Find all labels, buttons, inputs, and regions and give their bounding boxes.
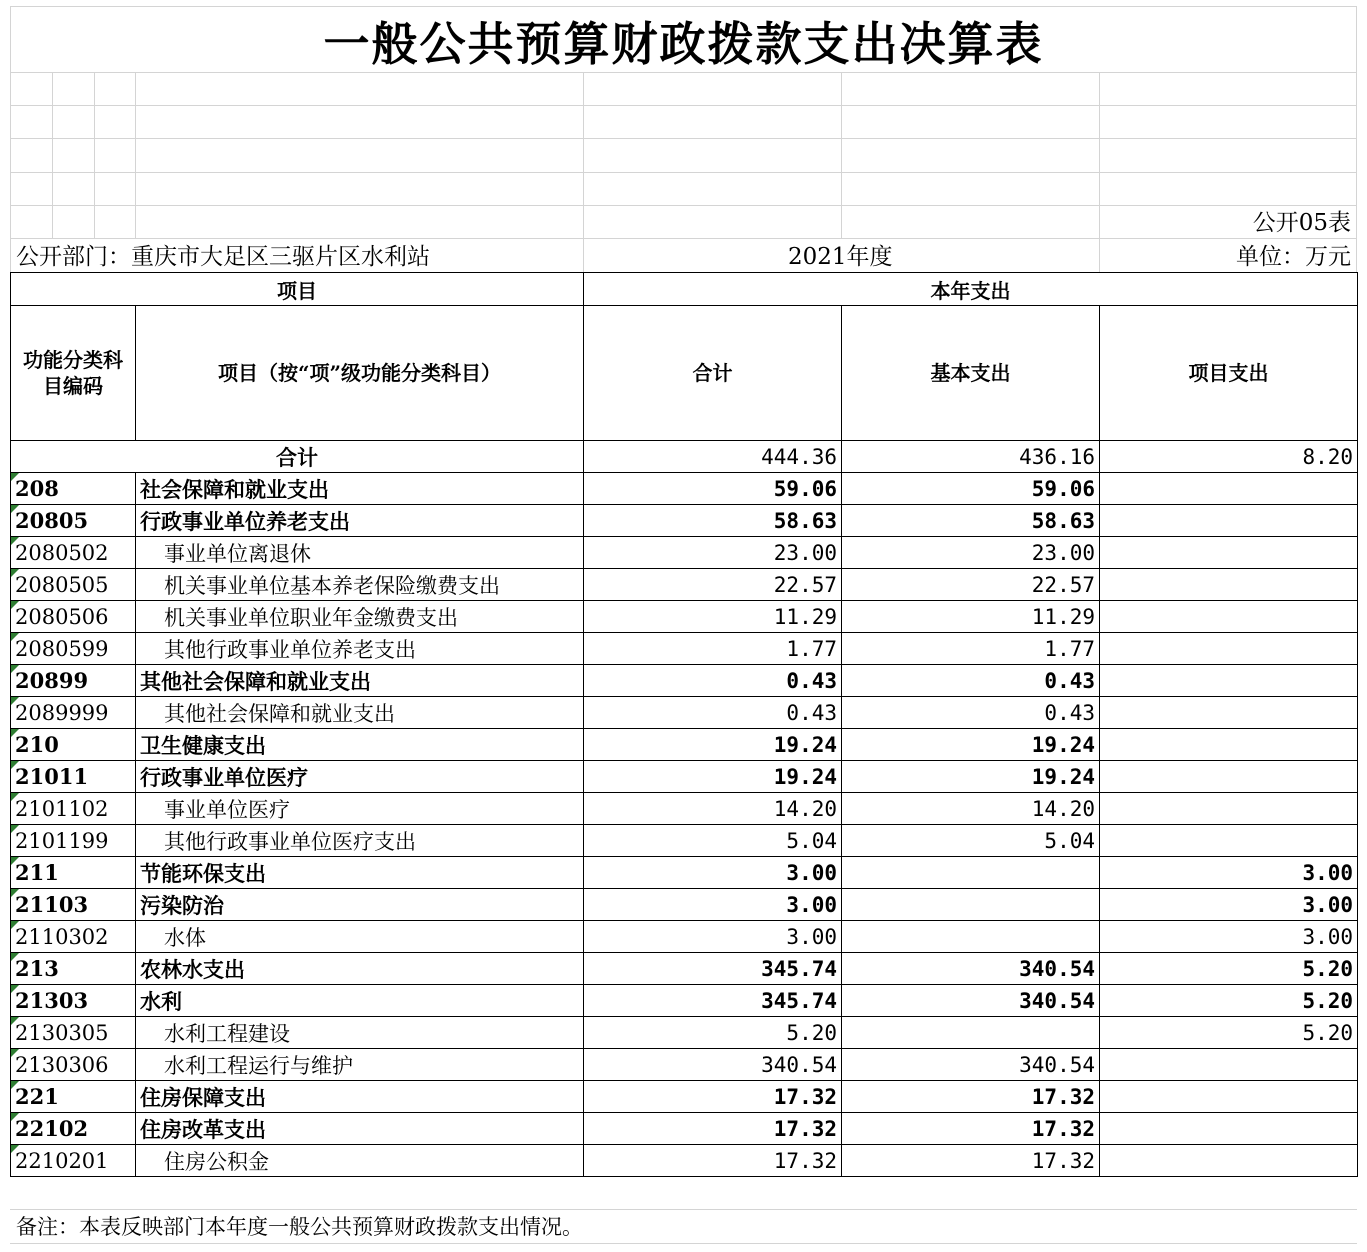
row-code: 2130305: [11, 1017, 136, 1049]
table-row: [11, 729, 1358, 761]
row-item-name: 行政事业单位养老支出: [136, 505, 584, 537]
row-code: 210: [11, 729, 136, 761]
table-row: [11, 1017, 1358, 1049]
table-row: [11, 953, 1358, 985]
row-item-name: 住房保障支出: [136, 1081, 584, 1113]
row-basic: 22.57: [842, 569, 1100, 601]
row-basic: 58.63: [842, 505, 1100, 537]
row-basic: 11.29: [842, 601, 1100, 633]
row-total: 340.54: [584, 1049, 842, 1081]
row-code: 208: [11, 473, 136, 505]
table-row: [11, 857, 1358, 889]
row-project: 5.20: [1100, 953, 1358, 985]
row-item-name: 其他社会保障和就业支出: [136, 697, 584, 729]
table-row: [11, 761, 1358, 793]
header-code: 功能分类科目编码: [11, 306, 136, 441]
total-amount: 444.36: [584, 441, 842, 473]
total-project: 8.20: [1100, 441, 1358, 473]
row-total: 17.32: [584, 1081, 842, 1113]
table-row: [11, 1145, 1358, 1177]
total-row: [11, 441, 1358, 473]
row-code: 21103: [11, 889, 136, 921]
row-item-name: 社会保障和就业支出: [136, 473, 584, 505]
row-basic: 23.00: [842, 537, 1100, 569]
row-total: 19.24: [584, 761, 842, 793]
row-code: 211: [11, 857, 136, 889]
row-code: 21303: [11, 985, 136, 1017]
row-basic: [842, 889, 1100, 921]
table-row: [11, 921, 1358, 953]
row-project: [1100, 697, 1358, 729]
row-item-name: 住房公积金: [136, 1145, 584, 1177]
row-code: 2089999: [11, 697, 136, 729]
row-code: 2210201: [11, 1145, 136, 1177]
table-row: [11, 473, 1358, 505]
row-code: 2101199: [11, 825, 136, 857]
row-total: 345.74: [584, 953, 842, 985]
row-basic: 340.54: [842, 1049, 1100, 1081]
row-item-name: 事业单位离退休: [136, 537, 584, 569]
row-basic: 19.24: [842, 761, 1100, 793]
row-item-name: 污染防治: [136, 889, 584, 921]
row-total: 58.63: [584, 505, 842, 537]
row-project: [1100, 505, 1358, 537]
row-total: 17.32: [584, 1145, 842, 1177]
row-basic: 17.32: [842, 1081, 1100, 1113]
row-basic: 19.24: [842, 729, 1100, 761]
row-code: 20899: [11, 665, 136, 697]
row-project: [1100, 793, 1358, 825]
table-row: [11, 825, 1358, 857]
row-item-name: 水利: [136, 985, 584, 1017]
header-row-1: [11, 273, 1358, 306]
row-item-name: 其他行政事业单位医疗支出: [136, 825, 584, 857]
row-code: 22102: [11, 1113, 136, 1145]
table-row: [11, 889, 1358, 921]
total-label: 合计: [11, 441, 584, 473]
row-basic: 0.43: [842, 665, 1100, 697]
header-project-exp: 项目支出: [1100, 306, 1358, 441]
table-row: [11, 505, 1358, 537]
row-project: [1100, 665, 1358, 697]
row-item-name: 其他行政事业单位养老支出: [136, 633, 584, 665]
row-project: [1100, 1145, 1358, 1177]
row-total: 0.43: [584, 697, 842, 729]
row-code: 2080502: [11, 537, 136, 569]
row-total: 23.00: [584, 537, 842, 569]
row-basic: 5.04: [842, 825, 1100, 857]
row-item-name: 机关事业单位职业年金缴费支出: [136, 601, 584, 633]
row-project: [1100, 729, 1358, 761]
row-total: 3.00: [584, 857, 842, 889]
table-row: [11, 1113, 1358, 1145]
row-total: 11.29: [584, 601, 842, 633]
row-basic: [842, 857, 1100, 889]
row-total: 14.20: [584, 793, 842, 825]
row-project: [1100, 1049, 1358, 1081]
row-item-name: 节能环保支出: [136, 857, 584, 889]
row-code: 2101102: [11, 793, 136, 825]
header-row-2: [11, 306, 1358, 441]
row-basic: [842, 1017, 1100, 1049]
row-item-name: 水利工程运行与维护: [136, 1049, 584, 1081]
row-basic: 17.32: [842, 1145, 1100, 1177]
row-project: [1100, 569, 1358, 601]
row-item-name: 农林水支出: [136, 953, 584, 985]
row-item-name: 机关事业单位基本养老保险缴费支出: [136, 569, 584, 601]
row-total: 3.00: [584, 921, 842, 953]
row-project: 3.00: [1100, 921, 1358, 953]
row-code: 2080505: [11, 569, 136, 601]
page-title: 一般公共预算财政拨款支出决算表: [323, 17, 1044, 71]
table-row: [11, 537, 1358, 569]
row-total: 59.06: [584, 473, 842, 505]
header-item: 项目（按“项”级功能分类科目）: [136, 306, 584, 441]
row-total: 5.04: [584, 825, 842, 857]
row-project: [1100, 633, 1358, 665]
row-project: [1100, 761, 1358, 793]
row-basic: [842, 921, 1100, 953]
row-project: [1100, 601, 1358, 633]
row-total: 22.57: [584, 569, 842, 601]
row-basic: 1.77: [842, 633, 1100, 665]
row-project: [1100, 473, 1358, 505]
row-total: 1.77: [584, 633, 842, 665]
row-total: 0.43: [584, 665, 842, 697]
header-basic: 基本支出: [842, 306, 1100, 441]
total-basic: 436.16: [842, 441, 1100, 473]
row-total: 345.74: [584, 985, 842, 1017]
row-basic: 0.43: [842, 697, 1100, 729]
header-project: 项目: [11, 273, 584, 306]
row-total: 17.32: [584, 1113, 842, 1145]
table-row: [11, 569, 1358, 601]
row-code: 221: [11, 1081, 136, 1113]
row-project: [1100, 1081, 1358, 1113]
footnote: 备注：本表反映部门本年度一般公共预算财政拨款支出情况。: [16, 1215, 583, 1239]
department-label: 公开部门：重庆市大足区三驱片区水利站: [16, 244, 430, 270]
fiscal-year: 2021年度: [788, 244, 893, 270]
row-code: 2130306: [11, 1049, 136, 1081]
row-item-name: 水利工程建设: [136, 1017, 584, 1049]
header-current-year: 本年支出: [584, 273, 1358, 306]
row-project: 3.00: [1100, 889, 1358, 921]
row-code: 21011: [11, 761, 136, 793]
row-code: 213: [11, 953, 136, 985]
row-total: 5.20: [584, 1017, 842, 1049]
row-project: [1100, 537, 1358, 569]
row-item-name: 其他社会保障和就业支出: [136, 665, 584, 697]
row-item-name: 行政事业单位医疗: [136, 761, 584, 793]
row-item-name: 卫生健康支出: [136, 729, 584, 761]
table-row: [11, 665, 1358, 697]
table-row: [11, 1081, 1358, 1113]
row-item-name: 事业单位医疗: [136, 793, 584, 825]
row-basic: 17.32: [842, 1113, 1100, 1145]
row-total: 19.24: [584, 729, 842, 761]
header-total: 合计: [584, 306, 842, 441]
row-item-name: 水体: [136, 921, 584, 953]
row-project: [1100, 1113, 1358, 1145]
table-row: [11, 793, 1358, 825]
table-row: [11, 1049, 1358, 1081]
unit-label: 单位：万元: [1236, 244, 1351, 270]
table-row: [11, 697, 1358, 729]
row-basic: 340.54: [842, 985, 1100, 1017]
budget-table: [10, 272, 1358, 1177]
row-code: 2080506: [11, 601, 136, 633]
table-row: [11, 601, 1358, 633]
row-basic: 340.54: [842, 953, 1100, 985]
row-code: 2080599: [11, 633, 136, 665]
table-row: [11, 633, 1358, 665]
row-total: 3.00: [584, 889, 842, 921]
form-number: 公开05表: [1252, 210, 1351, 236]
row-item-name: 住房改革支出: [136, 1113, 584, 1145]
row-code: 2110302: [11, 921, 136, 953]
row-project: 3.00: [1100, 857, 1358, 889]
row-code: 20805: [11, 505, 136, 537]
row-project: 5.20: [1100, 1017, 1358, 1049]
row-basic: 59.06: [842, 473, 1100, 505]
row-project: 5.20: [1100, 985, 1358, 1017]
table-row: [11, 985, 1358, 1017]
row-basic: 14.20: [842, 793, 1100, 825]
row-project: [1100, 825, 1358, 857]
